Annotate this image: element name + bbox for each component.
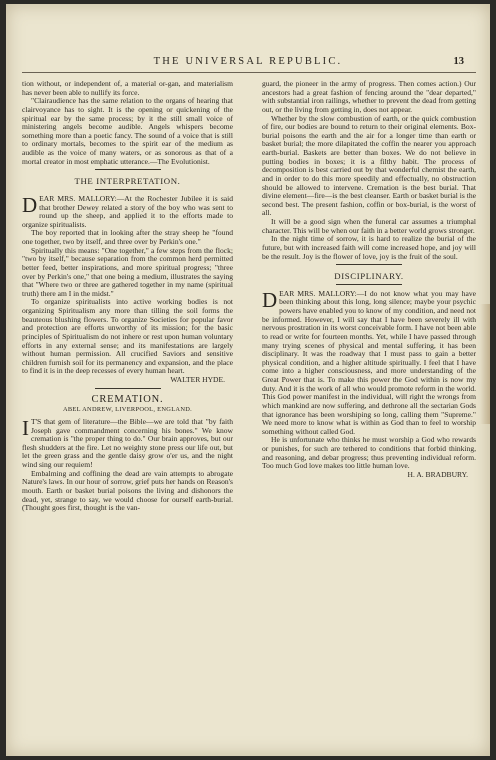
article-paragraph: He is unfortunate who thinks he must worship a God who rewards or punishes, for such are tethered to conditions that forbid thinking, and reasoning, and debar progress; thus preventing individual reform. Too much God love makes too little human love. bbox=[262, 435, 476, 471]
article-paragraph: Whether by the slow combustion of earth, or the quick combustion of fire, our bodies are bound to return to their original elements. Box-burial poisons the earth and the air for a longer time than earth or basket burial; the more dilapitated the coffin the nearer you approach earth-burial. Baskets are better than boxes. We do not believe in putting bodies in boxes; it is a filthy habit. The process of decomposition is best carried out by that wonderful chemist the earth, and in order to do this more speedily and effectually, no obstruction should be allowed to intervene. Cremation is the best burial. That divine element—fire—is the best cleanser. Earth or basket burial is the second best. The present fashion, coffin or box-burial, is the worst of all. bbox=[262, 113, 476, 218]
drop-cap: D bbox=[262, 287, 278, 312]
left-column bbox=[22, 80, 233, 513]
article-paragraph bbox=[22, 415, 233, 470]
intro-paragraph: tion without, or independent of, a material or-gan, and materialism has never been able to nullify its force. bbox=[22, 79, 233, 97]
article-paragraph: To organize spiritualists into active working bodies is not organizing Spiritualism any more than tilling the soil forms the beauteous blushing flowers. To organize Societies for popular favor and protection are efforts unworthy of its mission; for the basic principles of Spiritualism do not inhere or rest upon human voluntary efforts in any external sense; and its manifestations are largely without human permission. All crucified Saviors and sensitive children furnish soil for its permanency and expansion, and the place to find it is in the deep recesses of every human heart. bbox=[22, 297, 233, 376]
article-paragraph: In the night time of sorrow, it is hard to realize the burial of the future, but with increased faith will come increased hope, and joy will be the result. Joy is the flower of love, joy is the fruit of the soul. bbox=[262, 234, 476, 261]
author-signature: WALTER HYDE. bbox=[170, 375, 225, 384]
section-divider bbox=[336, 264, 402, 265]
right-column bbox=[262, 80, 476, 480]
article-paragraph: guard, the pioneer in the army of progress. Then comes action.) Our ancestors had a great fashion of fencing around the "dear departed," with substantial iron railings, whether to prevent the dead from getting out, or the living from getting in, does not appear. bbox=[262, 79, 476, 114]
section-divider bbox=[95, 388, 161, 389]
publication-title: THE UNIVERSAL REPUBLIC. bbox=[153, 56, 343, 67]
article-text: T'S that gem of literature—the Bible—we are told that "by faith Joseph gave commandment concerning his bones." We know cremation is "the proper thing to do." Our brain approves, but our flesh shudders at the fire. Let no weighty stone press our life out, but let the green grass and the gentle daisy grow o'er us, and the night wind sing our requiem! bbox=[22, 416, 233, 469]
drop-cap: D bbox=[22, 192, 38, 217]
section-divider bbox=[336, 284, 402, 285]
paper-stain bbox=[480, 304, 490, 424]
drop-cap: I bbox=[22, 415, 29, 440]
article-paragraph bbox=[22, 192, 233, 230]
intro-paragraph: "Clairaudience has the same relation to the organs of hearing that clairvoyance has to sight. It is the opening or quickening of the spiritual ear by the same process; by it the still small voice of ministering angels become audible. Angels whispers become something more than a poetic fancy. The sound of a voice that is still to ordinary mortals, becomes to the spirit ear of the medium as audible as the voice of many waters, or as sonorous as that of a mortal creator in most emphatic utterance.—The Evolutionist. bbox=[22, 96, 233, 166]
newspaper-page bbox=[6, 4, 490, 756]
article-paragraph: Spiritually this means: "One together," a few steps from the flock; "two by itself," because separation from the common herd permitted better feed, better inspirations, and more spiritual progress; "three over by Perkin's one," that one being a medium, illustrates the saying that "Where two or three are gathered together in my name (spiritual truth) there am I in the midst." bbox=[22, 245, 233, 298]
page-number: 13 bbox=[453, 56, 464, 67]
author-signature: H. A. BRADBURY. bbox=[407, 469, 468, 479]
article-text: EAR MRS. MALLORY:—I do not know what you may have been thinking about this long, long silence; maybe your psychic powers have enabled you to know of my condition, and need not be informed. However, I will say that I have been severely ill with nervous prostration in its worst conceivable form. I have not been able to read or write for fourteen months. Yet, while I have passed through many trying scenes of physical and mental suffering, it has been disciplinary. It was the roadway that I must pass to gain a better physical condition, and a higher altitude spiritually. I feel that I have come into a higher consciousness, and more understanding of the Great Power that is. To make this power the God within is now my duty. And it is the work of all who would promote reform in the world. This God power manifest in the individual, will right the wrongs from which mankind are now suffering, and dethrone all the sectarian Gods that ignorance has been worshiping so long, calling them "Supreme." We need more to know what is within as God than to feel to worship something without called God. bbox=[262, 288, 476, 436]
section-divider bbox=[95, 189, 161, 190]
article-paragraph: The boy reported that in looking after the stray sheep he "found one together, two by itself, and three over by Perkin's one." bbox=[22, 228, 233, 246]
header-rule bbox=[22, 72, 476, 73]
byline: ABEL ANDREW, LIVERPOOL, ENGLAND. bbox=[62, 406, 193, 414]
page-header bbox=[6, 56, 490, 70]
section-divider bbox=[95, 169, 161, 170]
article-paragraph: It will be a good sign when the funeral car assumes a triumphal character. This will be when our faith in a better world grows stronger. bbox=[262, 217, 476, 235]
article-text: EAR MRS. MALLORY:—At the Rochester Jubilee it is said that brother Dewey related a story of the boy who was sent to round up the sheep, and applied it to the efforts made to organize spiritualists. bbox=[22, 193, 233, 229]
section-heading-disciplinary: DISCIPLINARY. bbox=[334, 271, 404, 282]
article-paragraph bbox=[262, 287, 476, 437]
section-heading-interpretation: THE INTERPRETATION. bbox=[74, 176, 181, 187]
section-heading-cremation: CREMATION. bbox=[91, 393, 164, 405]
article-paragraph: Embalming and coffining the dead are vain attempts to abrogate Nature's laws. In our hour of sorrow, grief puts her hands on Reason's mouth. Earth or basket burial poisons the living and dishonors the dead, yet, strange to say, we would choose for ourself earth-burial. (Thought goes first, thought is the van- bbox=[22, 468, 233, 513]
